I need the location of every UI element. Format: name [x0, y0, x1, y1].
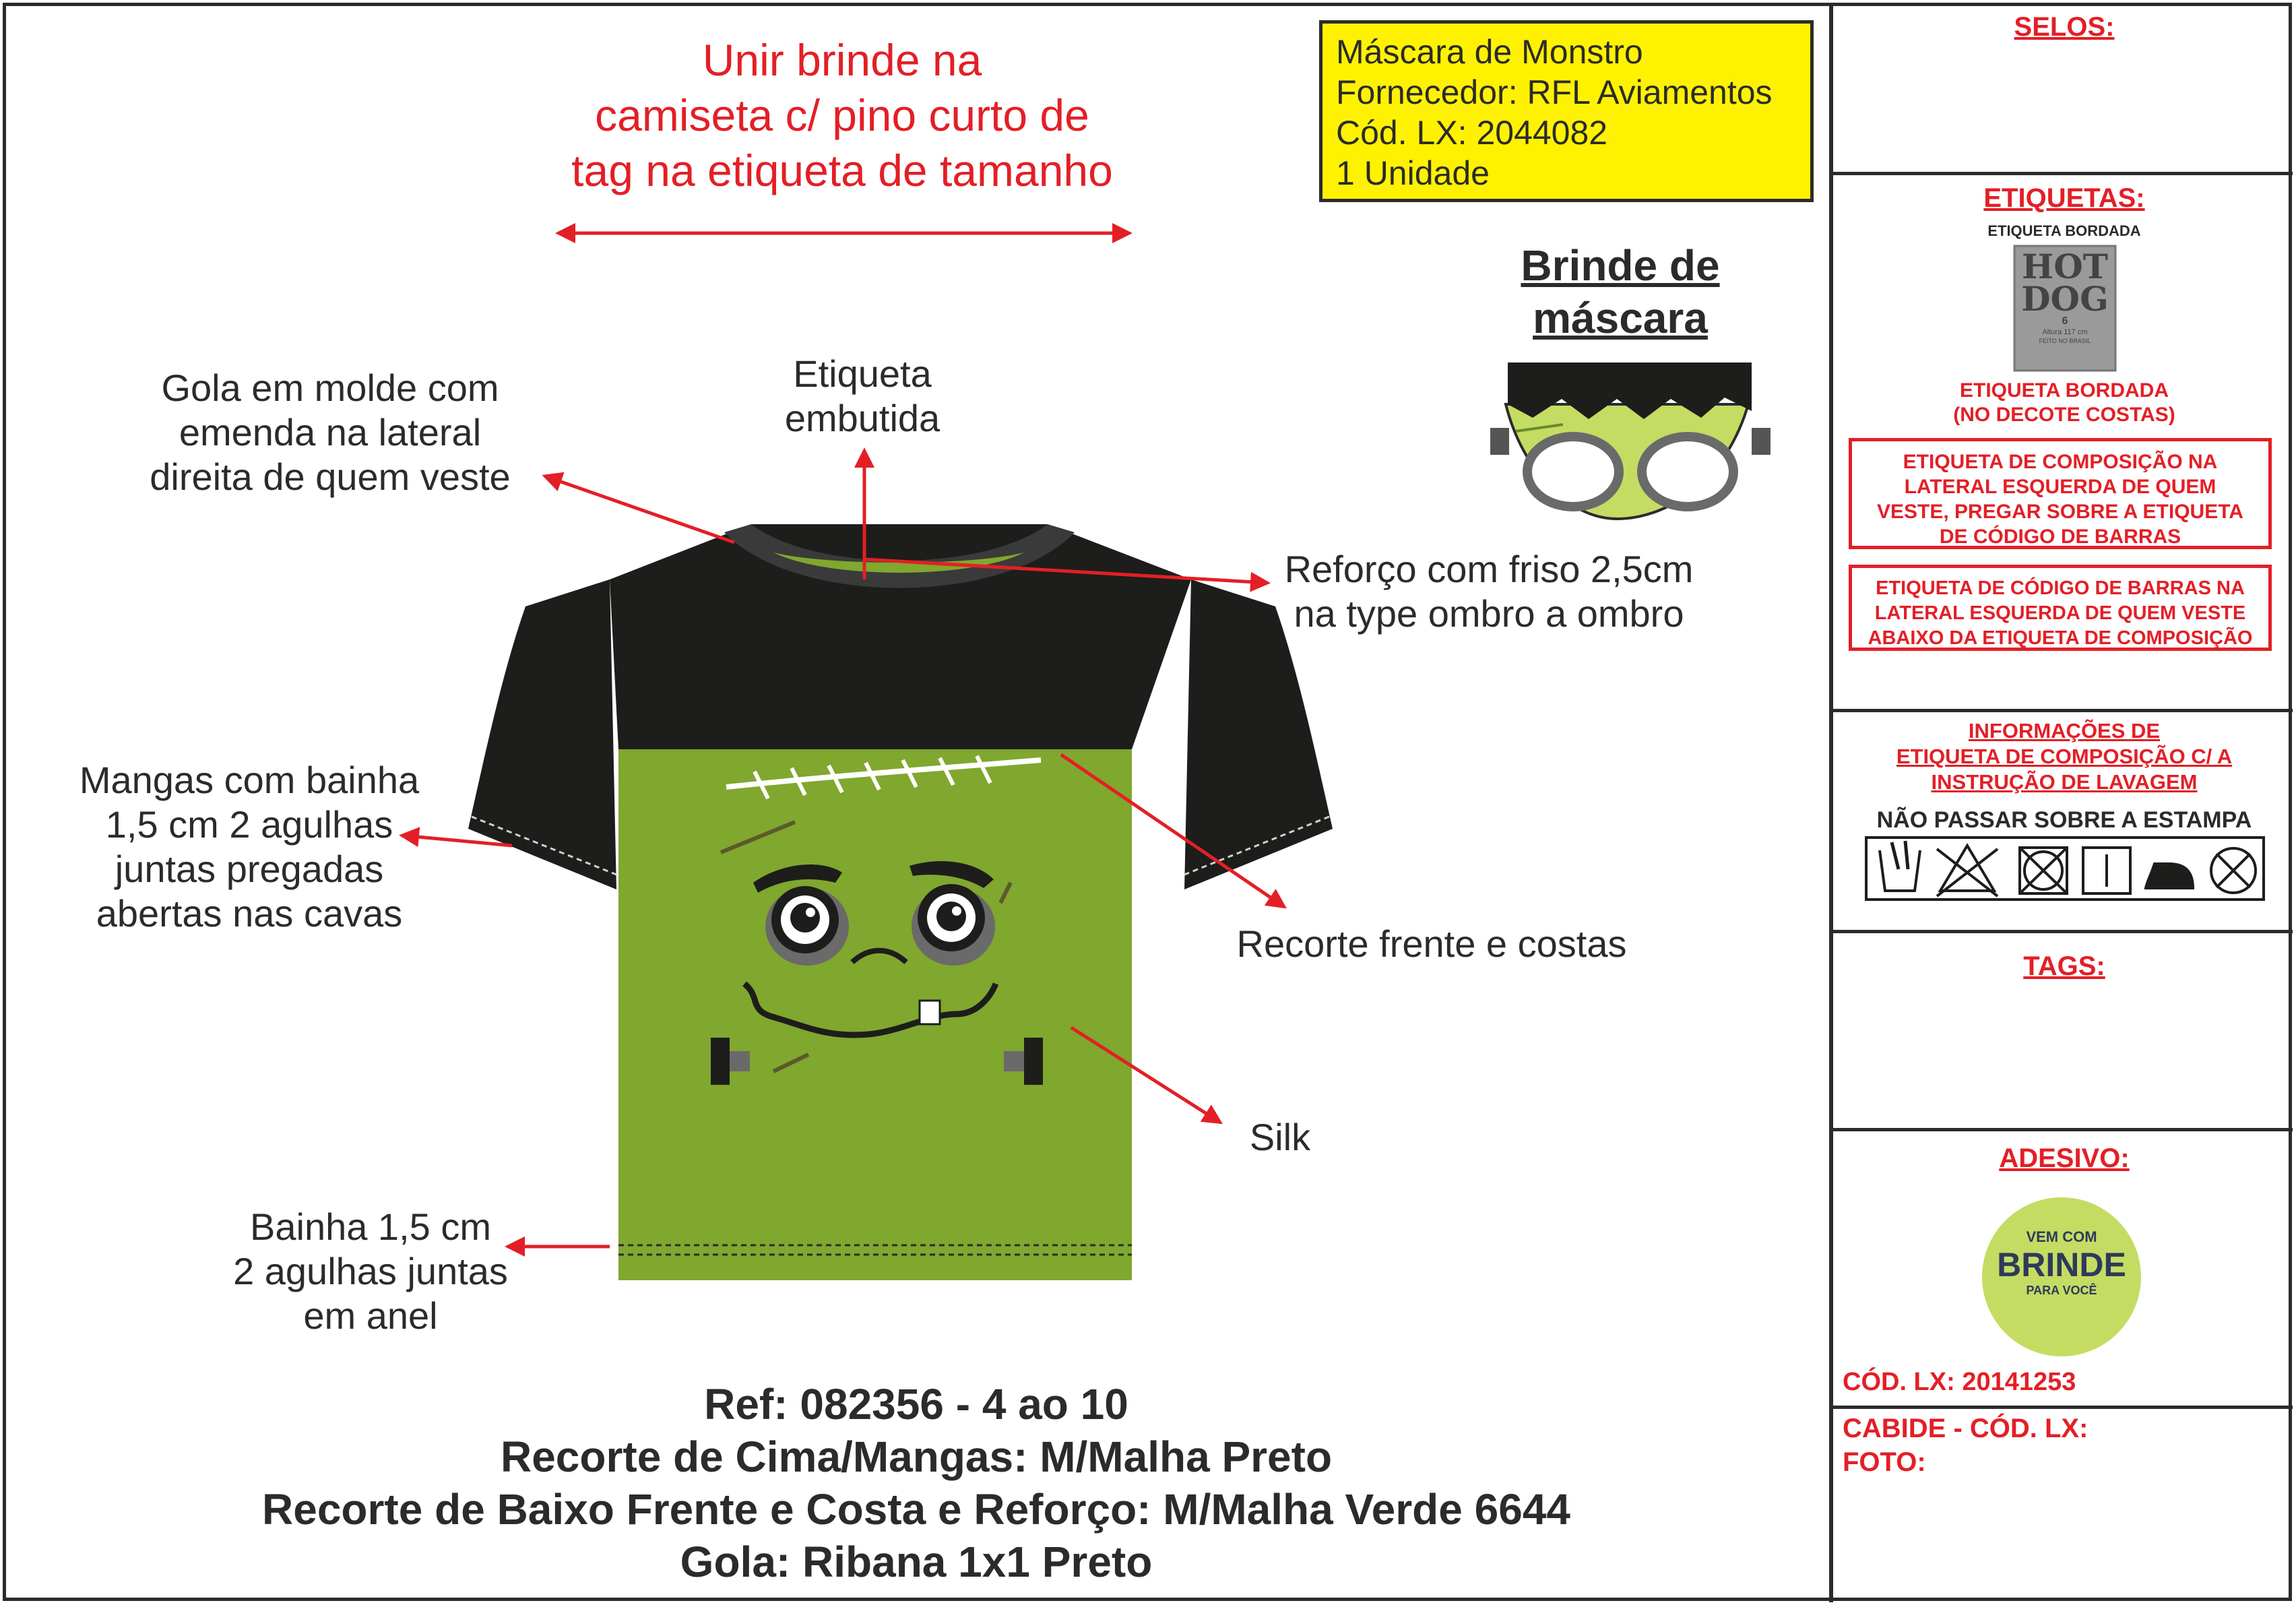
- upper-body: [610, 524, 1191, 749]
- gift-title-line-1: Brinde de: [1521, 241, 1720, 290]
- hot-dog-label-text: HOT DOG 6 Altura 117 cm FEITO NO BRASIL: [2021, 247, 2109, 344]
- spec-bottom-cut: Recorte de Baixo Frente e Costa e Reforço: M/Malha Verde 6644: [262, 1485, 1570, 1534]
- composicao-label-box: ETIQUETA DE COMPOSIÇÃO NA LATERAL ESQUERDA DE QUEM VESTE, PREGAR SOBRE A ETIQUETA DE CÓDIGO DE BARRAS: [1849, 438, 2272, 549]
- collar-annotation: Gola em molde com emenda na lateral direita de quem veste: [150, 367, 511, 498]
- spec-ref: Ref: 082356 - 4 ao 10: [704, 1380, 1128, 1428]
- supplier-quantity: 1 Unidade: [1336, 154, 1490, 192]
- barcode-label-box: ETIQUETA DE CÓDIGO DE BARRAS NA LATERAL ESQUERDA DE QUEM VESTE ABAIXO DA ETIQUETA DE COMPOSIÇÃO: [1849, 565, 2272, 651]
- gift-title: [1448, 239, 1792, 344]
- etiqueta-bordada-desc: ETIQUETA BORDADA (NO DECOTE COSTAS): [1953, 379, 2175, 426]
- care-icons-strip: [1866, 838, 2264, 900]
- adesivo-code: CÓD. LX: 20141253: [1843, 1368, 2076, 1396]
- tags-title: TAGS:: [2023, 951, 2105, 981]
- supplier-product: Máscara de Monstro: [1336, 33, 1643, 71]
- instruction-line-2: camiseta c/ pino curto de: [595, 90, 1089, 140]
- adesivo-title: ADESIVO:: [1999, 1143, 2130, 1173]
- spec-top-cut: Recorte de Cima/Mangas: M/Malha Preto: [500, 1433, 1333, 1481]
- foto-label: FOTO:: [1843, 1447, 1926, 1477]
- monster-mask-illustration: [1490, 363, 1771, 519]
- tshirt-illustration: [468, 524, 1333, 1280]
- etiquetas-title: ETIQUETAS:: [1983, 183, 2145, 213]
- label-annotation: Etiqueta embutida: [784, 352, 940, 439]
- specs-block: [67, 1378, 1765, 1588]
- lower-body: [618, 749, 1132, 1280]
- cut-annotation: Recorte frente e costas: [1236, 922, 1627, 965]
- supplier-name: Fornecedor: RFL Aviamentos: [1336, 73, 1773, 111]
- nao-passar-text: NÃO PASSAR SOBRE A ESTAMPA: [1876, 807, 2252, 833]
- sticker-text: VEM COM BRINDE PARA VOCÊ: [1997, 1228, 2126, 1297]
- gift-instruction: [505, 32, 1179, 198]
- etiqueta-bordada-small: ETIQUETA BORDADA: [1987, 222, 2141, 239]
- supplier-box: [1319, 20, 1814, 202]
- reinforcement-annotation: Reforço com friso 2,5cm na type ombro a ombro: [1284, 548, 1694, 635]
- silk-annotation: Silk: [1249, 1116, 1311, 1158]
- gift-title-line-2: máscara: [1533, 294, 1708, 342]
- cabide-code: CABIDE - CÓD. LX:: [1843, 1414, 2088, 1443]
- spec-collar: Gola: Ribana 1x1 Preto: [680, 1538, 1153, 1586]
- hem-annotation: Bainha 1,5 cm 2 agulhas juntas em anel: [233, 1205, 508, 1337]
- instruction-line-3: tag na etiqueta de tamanho: [571, 146, 1113, 195]
- instruction-line-1: Unir brinde na: [702, 35, 982, 85]
- supplier-code: Cód. LX: 2044082: [1336, 114, 1608, 152]
- info-title: INFORMAÇÕES DE ETIQUETA DE COMPOSIÇÃO C/ A INSTRUÇÃO DE LAVAGEM: [1896, 719, 2233, 794]
- sleeves-annotation: Mangas com bainha 1,5 cm 2 agulhas juntas pregadas abertas nas cavas: [79, 759, 420, 935]
- selos-title: SELOS:: [2014, 12, 2115, 42]
